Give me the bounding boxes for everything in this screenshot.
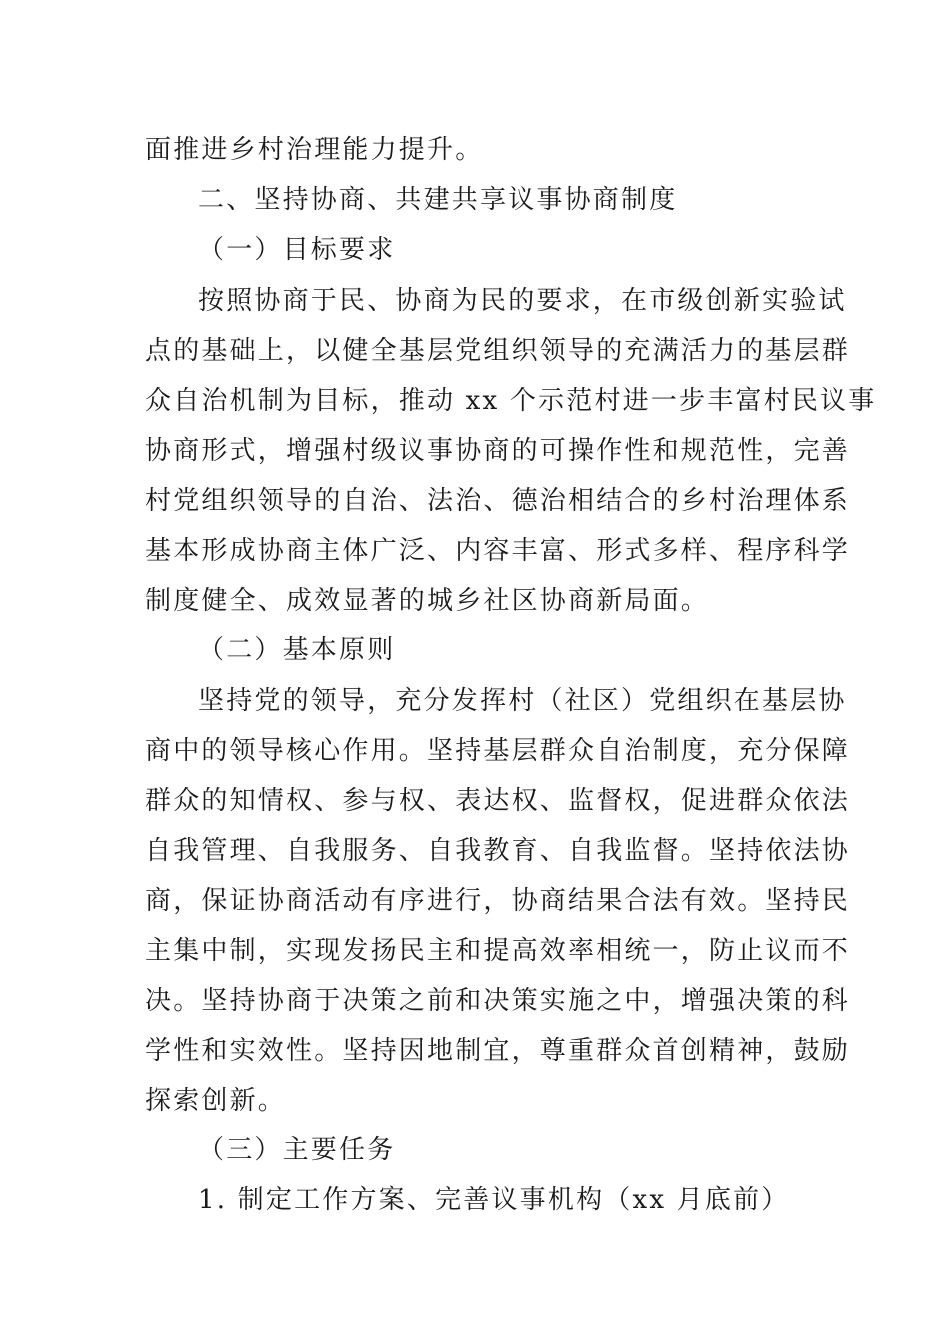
paragraph-line: 基本形成协商主体广泛、内容丰富、形式多样、程序科学 — [145, 536, 851, 566]
paragraph-line: 按照协商于民、协商为民的要求，在市级创新实验试 — [198, 286, 847, 316]
subsection-heading: （二）基本原则 — [198, 635, 396, 665]
paragraph-line: 制度健全、成效显著的城乡社区协商新局面。 — [145, 586, 710, 616]
subsection-heading: （三）主要任务 — [198, 1135, 396, 1165]
paragraph-line: 自我管理、自我服务、自我教育、自我监督。坚持依法协 — [145, 836, 851, 866]
paragraph-line: 村党组织领导的自治、法治、德治相结合的乡村治理体系 — [145, 486, 851, 516]
paragraph-line: 面推进乡村治理能力提升。 — [145, 135, 484, 165]
paragraph-line: 协商形式，增强村级议事协商的可操作性和规范性，完善 — [145, 436, 851, 466]
paragraph-line: 坚持党的领导，充分发挥村（社区）党组织在基层协 — [198, 686, 847, 716]
paragraph-line: 点的基础上，以健全基层党组织领导的充满活力的基层群 — [145, 336, 851, 366]
paragraph-line: 学性和实效性。坚持因地制宜，尊重群众首创精神，鼓励 — [145, 1036, 851, 1066]
subsection-heading: （一）目标要求 — [198, 235, 396, 265]
paragraph-line: 商，保证协商活动有序进行，协商结果合法有效。坚持民 — [145, 886, 851, 916]
paragraph-line: 众自治机制为目标，推动 xx 个示范村进一步丰富村民议事 — [145, 386, 877, 416]
paragraph-line: 探索创新。 — [145, 1086, 287, 1116]
paragraph-line: 决。坚持协商于决策之前和决策实施之中，增强决策的科 — [145, 986, 851, 1016]
section-heading: 二、坚持协商、共建共享议事协商制度 — [198, 185, 678, 215]
paragraph-line: 主集中制，实现发扬民主和提高效率相统一，防止议而不 — [145, 936, 851, 966]
paragraph-line: 群众的知情权、参与权、表达权、监督权，促进群众依法 — [145, 786, 851, 816]
numbered-item-heading: 1. 制定工作方案、完善议事机构（xx 月底前） — [198, 1185, 790, 1215]
paragraph-line: 商中的领导核心作用。坚持基层群众自治制度，充分保障 — [145, 736, 851, 766]
